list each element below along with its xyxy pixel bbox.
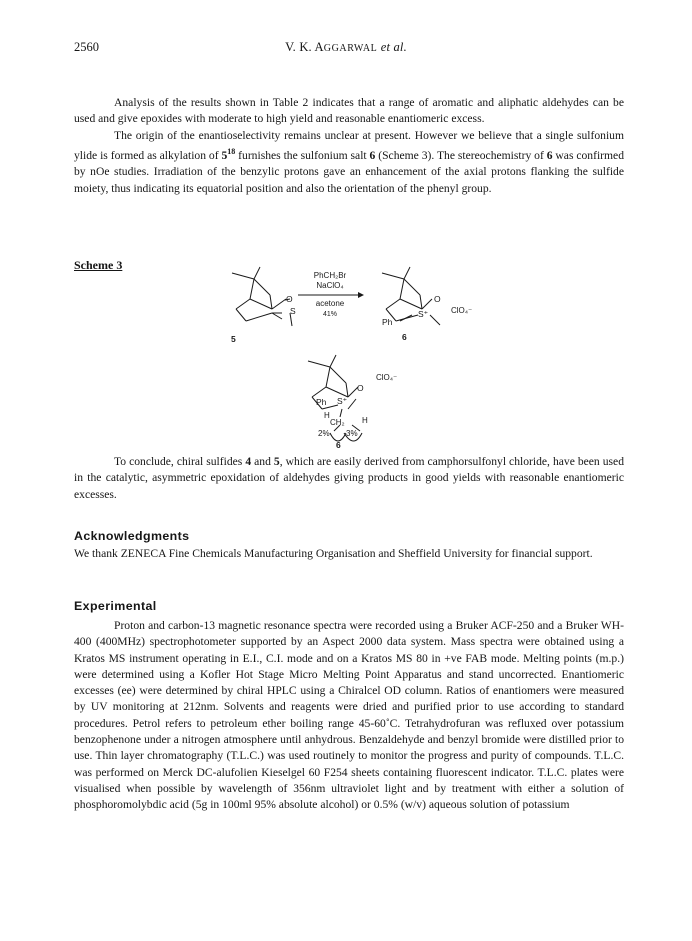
reagent-sodium-perchlorate: NaClO₄	[316, 281, 344, 290]
atom-S-5: S	[290, 306, 296, 316]
compound-ref-4: 4	[245, 455, 252, 468]
compound-ref-6b: 6	[546, 149, 553, 163]
experimental-text: Proton and carbon-13 magnetic resonance spectra were recorded using a Bruker ACF-250 and a Bruker WH-400 (400MHz) spectrophotometer supported by an Aspect 2000 data system. Mass spectra were obtained using a Kratos MS instrument operating in E.I., C.I. mode and on a Kratos MS 80 in +ve FAB mode. Melting points (m.p.) were determined using a Kofler Hot Stage Micro Melting Point Apparatus and stand uncorrected. Enantiomeric excesses (ee) were determined by chiral HPLC using a Chiralcel OD column. Ratios of enantiomers were measured by UV monitoring at 212nm. Solvents and reagents were dried and purified prior to use according to standard procedures. Petrol refers to petroleum ether boiling range 45-60˚C. Tetrahydrofuran was refluxed over potassium benzophenone under a nitrogen atmosphere until anhydrous. Benzaldehyde and benzyl bromide were distilled prior to use. Thin layer chromatography (T.L.C.) was used routinely to monitor the progress and purity of compounds. T.L.C. was performed on Merck DC-alufolien Kieselgel 60 F254 sheets containing fluorescent indicator. T.L.C. plates were visualised when possible by wavelength of 356nm ultraviolet light and by treatment with either a solution of phosphoromolybdic acid (5g in 100ml 95% absolute alcohol) or 0.5% (w/v) aqueous solution of potassium	[74, 619, 624, 812]
reagent-solvent: acetone	[315, 299, 345, 308]
atom-CH2-6-noe: CH₂	[330, 418, 345, 427]
running-head-etal: et al.	[377, 40, 407, 54]
paragraph-origin-text-2: furnishes the sulfonium salt	[235, 149, 370, 163]
paragraph-conclusion-text-1: To conclude, chiral sulfides	[114, 455, 246, 468]
paragraph-conclusion-text-3: , which are easily derived from camphorsulfonyl chloride, have been used in the catalytic, asymmetric epoxidation of aldehydes giving products in good yields with reasonable enantiomeric excesses.	[74, 455, 624, 501]
molecule-5-structure	[232, 267, 292, 326]
atom-S-plus-6: S⁺	[418, 309, 429, 319]
compound-ref-6: 6	[369, 149, 376, 163]
compound-ref-5b: 5	[273, 455, 280, 468]
atom-O-6-noe: O	[357, 383, 364, 393]
reaction-yield: 41%	[322, 311, 338, 318]
noe-enhancement-3: 3%	[346, 429, 358, 438]
label-compound-6-noe: 6	[336, 440, 341, 450]
label-compound-6: 6	[402, 332, 407, 342]
noe-enhancement-2: 2%	[318, 429, 330, 438]
paragraph-analysis-text: Analysis of the results shown in Table 2 indicates that a range of aromatic and aliphatic aldehydes can be used and give epoxides with moderate to high yield and reasonable enantiomeric excess.	[74, 96, 624, 126]
running-head	[0, 40, 692, 55]
paragraph-conclusion-text-2: and	[251, 455, 274, 468]
atom-H-left: H	[324, 411, 330, 420]
paragraph-origin-text-3: (Scheme 3). The stereochemistry of	[375, 149, 547, 163]
running-head-author: V. K. A	[285, 40, 324, 54]
running-head-author-smallcaps: GGARWAL	[323, 43, 378, 54]
acknowledgments-text: We thank ZENECA Fine Chemicals Manufacturing Organisation and Sheffield University for financial support.	[74, 547, 593, 560]
scheme-title: Scheme 3	[74, 258, 123, 272]
reagent-benzyl-bromide: PhCH₂Br	[313, 271, 347, 280]
paragraph-origin	[74, 128, 624, 197]
scheme-3-diagram	[0, 255, 692, 455]
paragraph-origin-text-1: The origin of the enantioselectivity remains unclear at present. However we believe that a single sulfonium ylide is formed as alkylation of	[74, 129, 624, 163]
acknowledgments-heading: Acknowledgments	[74, 529, 190, 543]
counterion-6: ClO₄⁻	[451, 306, 473, 315]
paragraph-origin-text-4: was confirmed by nOe studies. Irradiation of the benzylic protons gave an enhancement of the axial protons flanking the sulfide moiety, thus indicating its equatorial position and also the orientation of the phenyl group.	[74, 149, 625, 195]
compound-ref-5: 5	[221, 149, 228, 163]
experimental-text-block	[74, 618, 624, 814]
atom-O-6: O	[434, 294, 441, 304]
atom-O-5: O	[286, 294, 293, 304]
label-compound-5: 5	[231, 334, 236, 344]
paragraph-conclusion	[74, 454, 624, 503]
page-number: 2560	[74, 40, 99, 54]
atom-Ph-6-noe: Ph	[316, 397, 327, 407]
counterion-6-noe: ClO₄⁻	[376, 373, 398, 382]
atom-Ph-6: Ph	[382, 317, 393, 327]
paragraph-analysis	[74, 95, 624, 128]
atom-S-plus-6-noe: S⁺	[337, 396, 348, 406]
atom-H-right: H	[362, 416, 368, 425]
reference-superscript: 18	[227, 147, 236, 157]
experimental-heading: Experimental	[74, 599, 157, 613]
